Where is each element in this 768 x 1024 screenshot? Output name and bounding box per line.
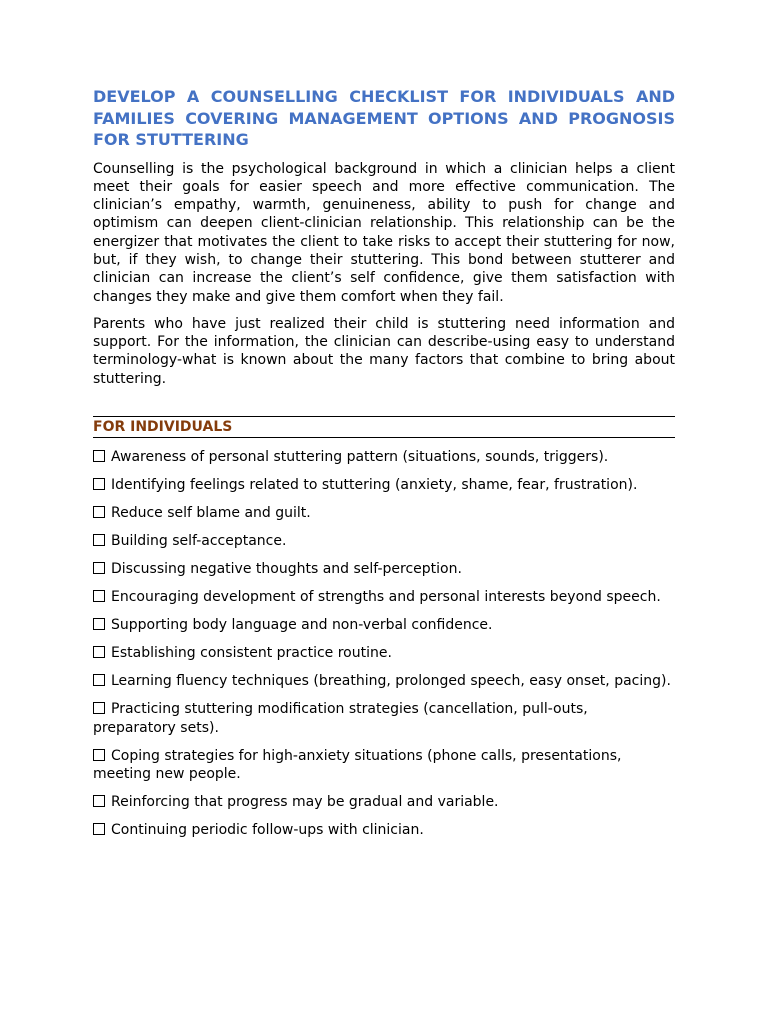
checkbox-icon[interactable] <box>93 674 105 686</box>
checkbox-icon[interactable] <box>93 450 105 462</box>
checklist-item <box>93 821 675 840</box>
checklist-item-text: Practicing stuttering modification strategies (cancellation, pull-outs, preparatory sets). <box>93 701 588 736</box>
checkbox-icon[interactable] <box>93 618 105 630</box>
checklist-item-text: Building self-acceptance. <box>111 533 287 550</box>
checklist-item <box>93 532 675 551</box>
checklist-item <box>93 616 675 635</box>
checklist-item <box>93 448 675 467</box>
checklist-item-text: Awareness of personal stuttering pattern (situations, sounds, triggers). <box>111 449 609 466</box>
checklist-item-text: Discussing negative thoughts and self-perception. <box>111 561 462 578</box>
parents-paragraph: Parents who have just realized their child is stuttering need information and support. For the information, the clinician can describe-using easy to understand terminology-what is known about the many factors that combine to bring about stuttering. <box>93 315 675 387</box>
checkbox-icon[interactable] <box>93 590 105 602</box>
checkbox-icon[interactable] <box>93 749 105 761</box>
individuals-section <box>93 416 675 840</box>
checkbox-icon[interactable] <box>93 506 105 518</box>
checklist-item <box>93 476 675 495</box>
checklist-item <box>93 644 675 663</box>
checkbox-icon[interactable] <box>93 702 105 714</box>
checklist-item <box>93 700 675 737</box>
checklist-item <box>93 793 675 812</box>
checklist-item-text: Continuing periodic follow-ups with clinician. <box>111 822 424 839</box>
checklist-item <box>93 588 675 607</box>
checklist-item-text: Reinforcing that progress may be gradual and variable. <box>111 794 499 811</box>
section-heading: FOR INDIVIDUALS <box>93 419 233 436</box>
checklist-item-text: Identifying feelings related to stuttering (anxiety, shame, fear, frustration). <box>111 477 638 494</box>
checklist-item-text: Supporting body language and non-verbal confidence. <box>111 617 493 634</box>
checkbox-icon[interactable] <box>93 534 105 546</box>
document-page <box>93 86 675 849</box>
checkbox-icon[interactable] <box>93 795 105 807</box>
checkbox-icon[interactable] <box>93 562 105 574</box>
checklist-item-text: Reduce self blame and guilt. <box>111 505 311 522</box>
checkbox-icon[interactable] <box>93 478 105 490</box>
checkbox-icon[interactable] <box>93 646 105 658</box>
checklist <box>93 448 675 840</box>
intro-paragraph: Counselling is the psychological background in which a clinician helps a client meet their goals for easier speech and more effective communication. The clinician’s empathy, warmth, genuineness, ability to push for change and optimism can deepen client-clinician relationship. This relationship can be the energizer that motivates the client to take risks to accept their stuttering for now, but, if they wish, to change their stuttering. This bond between stutterer and clinician can increase the client’s self confidence, give them satisfaction with changes they make and give them comfort when they fail. <box>93 160 675 305</box>
checklist-item <box>93 504 675 523</box>
checklist-item <box>93 560 675 579</box>
document-title: DEVELOP A COUNSELLING CHECKLIST FOR INDIVIDUALS AND FAMILIES COVERING MANAGEMENT OPTIONS AND PROGNOSIS FOR STUTTERING <box>93 87 675 149</box>
checklist-item-text: Encouraging development of strengths and personal interests beyond speech. <box>111 589 661 606</box>
checklist-item-text: Establishing consistent practice routine. <box>111 645 392 662</box>
checklist-item-text: Coping strategies for high-anxiety situations (phone calls, presentations, meeting new people. <box>93 747 622 783</box>
section-bottom-rule <box>93 437 675 438</box>
checklist-item-text: Learning fluency techniques (breathing, prolonged speech, easy onset, pacing). <box>111 673 671 690</box>
checkbox-icon[interactable] <box>93 823 105 835</box>
checklist-item <box>93 672 675 691</box>
checklist-item <box>93 747 675 784</box>
